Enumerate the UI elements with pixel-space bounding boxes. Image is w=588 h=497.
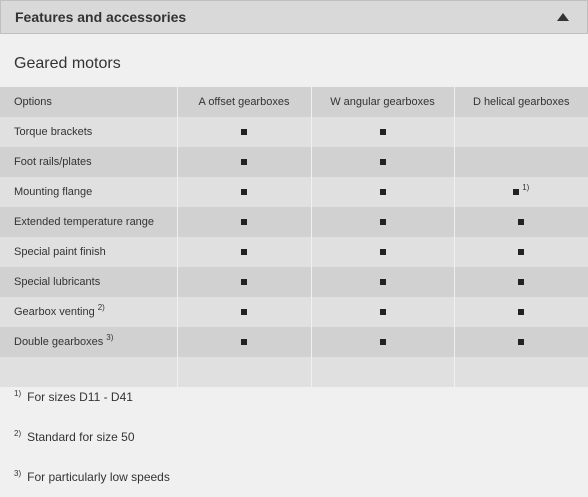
column-header: A offset gearboxes bbox=[177, 87, 311, 117]
filled-square-icon bbox=[241, 339, 247, 345]
table-header-row bbox=[0, 87, 588, 117]
section-title: Geared motors bbox=[14, 55, 121, 72]
table-row bbox=[0, 327, 588, 357]
filled-square-icon bbox=[241, 249, 247, 255]
table-row bbox=[0, 177, 588, 207]
availability-cell bbox=[454, 207, 588, 237]
availability-cell bbox=[311, 207, 454, 237]
footnote bbox=[14, 430, 135, 444]
footnote bbox=[14, 390, 133, 404]
footnote-ref: 1) bbox=[522, 183, 530, 192]
filled-square-icon bbox=[380, 309, 386, 315]
row-label: Special paint finish bbox=[0, 237, 177, 267]
availability-cell bbox=[177, 267, 311, 297]
availability-cell bbox=[177, 327, 311, 357]
availability-cell bbox=[311, 327, 454, 357]
filled-square-icon bbox=[518, 249, 524, 255]
availability-cell bbox=[454, 147, 588, 177]
footnote-text: For sizes D11 - D41 bbox=[27, 390, 133, 404]
table-row bbox=[0, 117, 588, 147]
availability-cell bbox=[454, 267, 588, 297]
filled-square-icon bbox=[241, 159, 247, 165]
filled-square-icon bbox=[380, 159, 386, 165]
availability-cell bbox=[311, 177, 454, 207]
filled-square-icon bbox=[518, 219, 524, 225]
column-header: Options bbox=[0, 87, 177, 117]
filled-square-icon bbox=[380, 249, 386, 255]
filled-square-icon bbox=[518, 309, 524, 315]
row-label: Foot rails/plates bbox=[0, 147, 177, 177]
accordion-header[interactable] bbox=[0, 0, 588, 34]
row-label: Double gearboxes $^{3)}$ bbox=[0, 327, 177, 357]
row-label: Mounting flange bbox=[0, 177, 177, 207]
filled-square-icon bbox=[241, 309, 247, 315]
filled-square-icon bbox=[241, 129, 247, 135]
filled-square-icon bbox=[380, 129, 386, 135]
filled-square-icon bbox=[241, 219, 247, 225]
filled-square-icon bbox=[518, 279, 524, 285]
filled-square-icon bbox=[380, 279, 386, 285]
availability-cell bbox=[311, 297, 454, 327]
features-table bbox=[0, 87, 588, 387]
filled-square-icon bbox=[518, 339, 524, 345]
availability-cell bbox=[177, 177, 311, 207]
availability-cell bbox=[454, 117, 588, 147]
filled-square-icon bbox=[241, 279, 247, 285]
availability-cell bbox=[454, 237, 588, 267]
availability-cell bbox=[177, 147, 311, 177]
accordion-title: Features and accessories bbox=[15, 9, 187, 25]
table-row bbox=[0, 297, 588, 327]
table-row bbox=[0, 207, 588, 237]
footnote-marker: 3) bbox=[14, 469, 22, 478]
availability-cell bbox=[454, 297, 588, 327]
table-row bbox=[0, 357, 588, 387]
table-row bbox=[0, 267, 588, 297]
availability-cell bbox=[177, 297, 311, 327]
availability-cell bbox=[311, 357, 454, 387]
availability-cell bbox=[177, 237, 311, 267]
availability-cell bbox=[177, 357, 311, 387]
footnote-marker: 2) bbox=[14, 429, 22, 438]
footnote-ref: 2) bbox=[97, 303, 105, 312]
filled-square-icon bbox=[513, 189, 519, 195]
column-header: D helical gearboxes bbox=[454, 87, 588, 117]
availability-cell bbox=[177, 207, 311, 237]
filled-square-icon bbox=[380, 339, 386, 345]
footnote-text: For particularly low speeds bbox=[27, 470, 170, 484]
availability-cell bbox=[177, 117, 311, 147]
availability-cell bbox=[311, 237, 454, 267]
collapse-triangle-icon[interactable] bbox=[557, 13, 569, 21]
availability-cell bbox=[311, 117, 454, 147]
availability-cell bbox=[454, 357, 588, 387]
footnote-text: Standard for size 50 bbox=[27, 430, 135, 444]
availability-cell bbox=[454, 327, 588, 357]
row-label: Torque brackets bbox=[0, 117, 177, 147]
column-header: W angular gearboxes bbox=[311, 87, 454, 117]
filled-square-icon bbox=[380, 219, 386, 225]
footnote-ref: 3) bbox=[106, 333, 114, 342]
row-label: Special lubricants bbox=[0, 267, 177, 297]
table-row bbox=[0, 147, 588, 177]
availability-cell bbox=[454, 177, 588, 207]
table-row bbox=[0, 237, 588, 267]
filled-square-icon bbox=[380, 189, 386, 195]
footnote-marker: 1) bbox=[14, 389, 22, 398]
filled-square-icon bbox=[241, 189, 247, 195]
availability-cell bbox=[311, 267, 454, 297]
footnote bbox=[14, 470, 170, 484]
row-label: Gearbox venting $^{2)}$ bbox=[0, 297, 177, 327]
availability-cell bbox=[311, 147, 454, 177]
row-label: Extended temperature range bbox=[0, 207, 177, 237]
row-label bbox=[0, 357, 177, 387]
